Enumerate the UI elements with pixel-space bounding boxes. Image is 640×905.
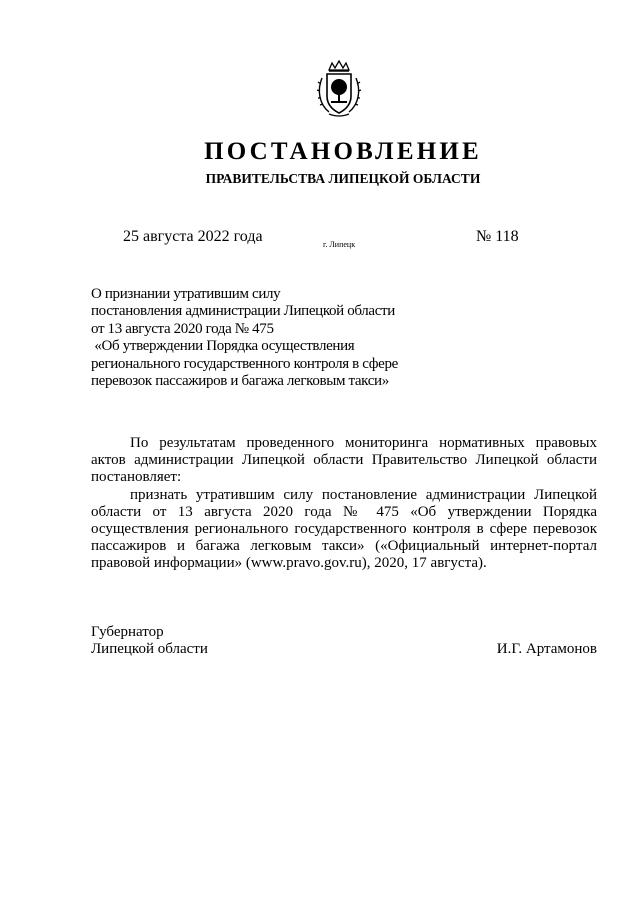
document-date: 25 августа 2022 года <box>123 228 263 245</box>
document-city: г. Липецк <box>323 240 356 249</box>
heading-line: регионального государственного контроля в сфере <box>91 355 398 372</box>
resolution-body <box>91 435 597 573</box>
body-paragraph: признать утратившим силу постановление администрации Липецкой области от 13 августа 2020 года № 475 «Об утверждении Порядка осуществления регионального государственного контроля в сфере перевозок пассажиров и багажа легковым такси» («Официальный интернет-портал правовой информации» (www.pravo.gov.ru), 2020, 17 августа). <box>91 486 597 572</box>
heading-line: от 13 августа 2020 года № 475 <box>91 320 274 337</box>
signature-position-line: Губернатор <box>91 624 164 640</box>
resolution-heading <box>91 286 431 390</box>
heading-line: О признании утратившим силу <box>91 286 281 302</box>
document-subtitle: ПРАВИТЕЛЬСТВА ЛИПЕЦКОЙ ОБЛАСТИ <box>205 171 481 186</box>
heading-line: перевозок пассажиров и багажа легковым такси» <box>91 373 389 390</box>
document-number: № 118 <box>476 228 519 245</box>
coat-of-arms-icon <box>315 60 363 118</box>
signer-name: И.Г. Артамонов <box>496 641 597 657</box>
signature-position <box>91 624 208 659</box>
heading-line: постановления администрации Липецкой области <box>91 303 395 320</box>
heading-line: «Об утверждении Порядка осуществления <box>91 338 355 355</box>
body-paragraph: По результатам проведенного мониторинга нормативных правовых актов администрации Липецкой области Правительство Липецкой области постановляет: <box>91 435 597 486</box>
signature-position-line: Липецкой области <box>91 641 208 658</box>
document-title: ПОСТАНОВЛЕНИЕ <box>204 138 482 165</box>
